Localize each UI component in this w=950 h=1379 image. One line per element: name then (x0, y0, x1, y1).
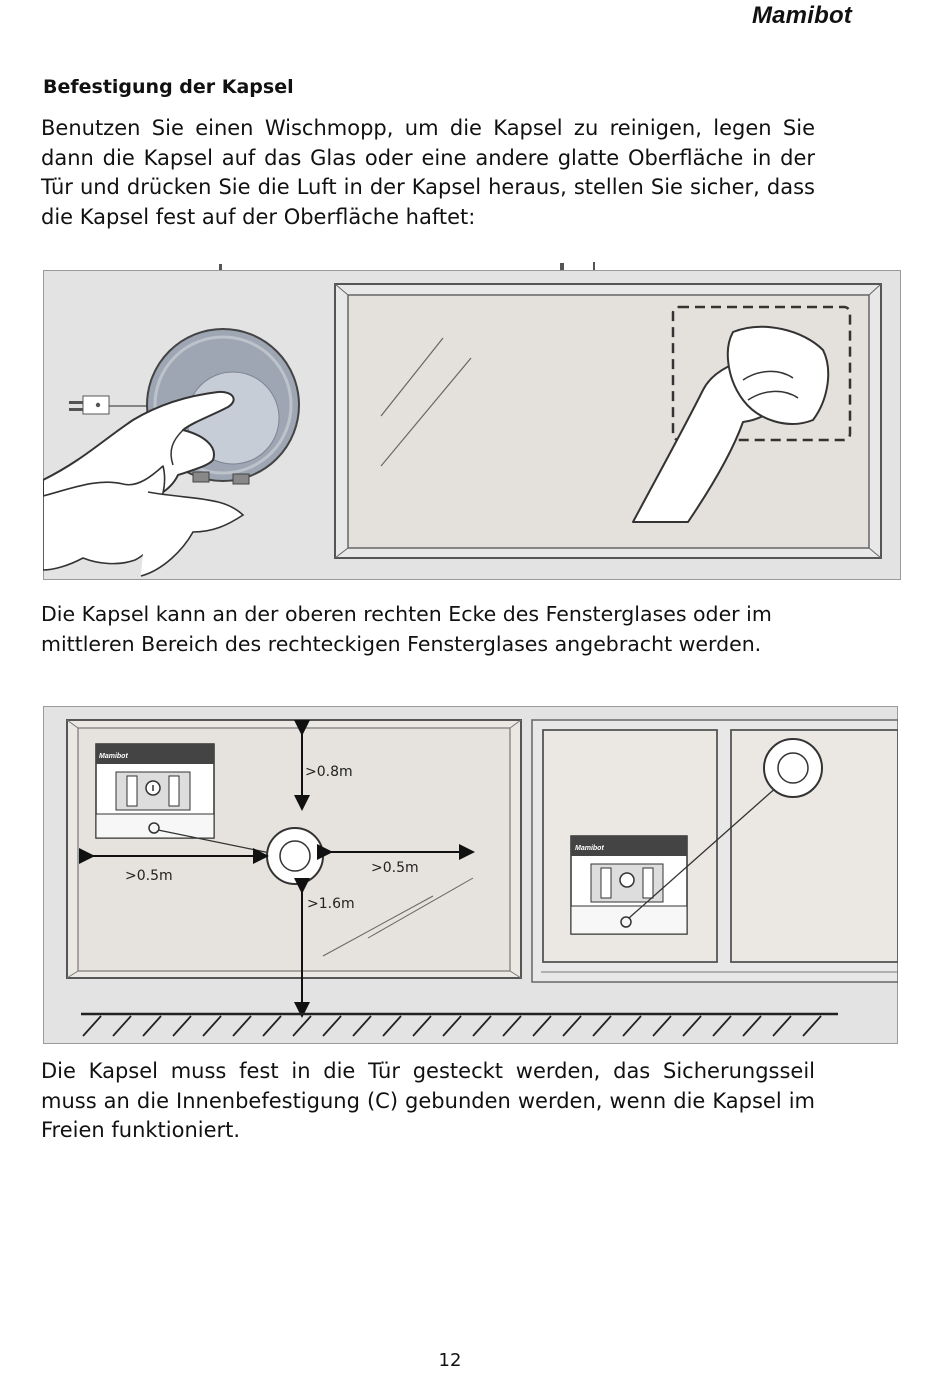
right-window (532, 720, 898, 982)
dimension-left: >0.5m (125, 868, 173, 884)
dimension-bottom: >1.6m (307, 896, 355, 912)
robot-brand-label-2: Mamibot (575, 845, 604, 852)
paragraph-safety-rope: Die Kapsel muss fest in die Tür gesteckt werden, das Sicherungsseil muss an die Innenbefestigung (C) gebunden werden, wenn die Kapsel im Freien funktioniert. (41, 1059, 815, 1142)
page-number: 12 (438, 1350, 462, 1371)
dimension-right: >0.5m (371, 860, 419, 876)
section-heading: Befestigung der Kapsel (43, 76, 294, 98)
brand-logo: Mamibot (751, 2, 852, 29)
dimension-top: >0.8m (305, 764, 353, 780)
paragraph-cleaning-instructions: Benutzen Sie einen Wischmopp, um die Kapsel zu reinigen, legen Sie dann die Kapsel auf das Glas oder eine andere glatte Oberfläche in der Tür und drücken Sie die Luft in der Kapsel heraus, stellen Sie sicher, dass die Kapsel fest auf der Oberfläche haftet: (41, 116, 815, 229)
figure-cleaning-capsule (43, 270, 901, 580)
clipped-text-remnant (41, 260, 815, 270)
left-window (67, 720, 521, 1016)
paragraph-placement: Die Kapsel kann an der oberen rechten Ecke des Fensterglases oder im mittleren Bereich des rechteckigen Fensterglases angebracht werden. (41, 602, 772, 656)
figure-placement-distances (43, 706, 898, 1044)
robot-brand-label: Mamibot (99, 753, 128, 760)
